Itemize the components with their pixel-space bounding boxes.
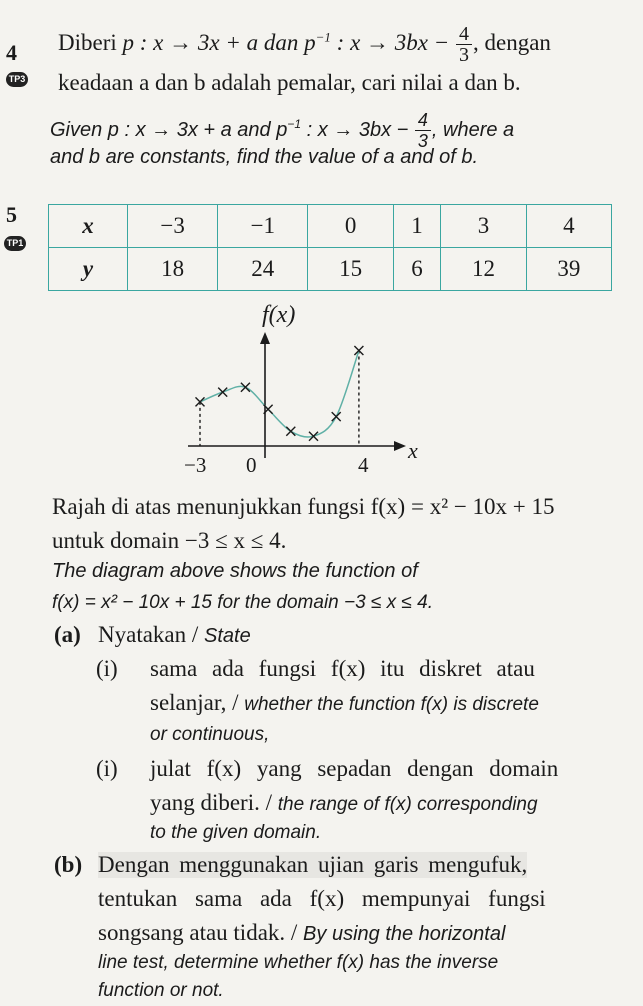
data-point-7: [354, 346, 363, 355]
part-ai-label: (i): [96, 656, 118, 681]
table-cell: 3: [441, 205, 526, 248]
part-a-malay: Nyatakan /: [98, 622, 205, 647]
function-graph: [170, 290, 430, 490]
part-b-line4: line test, determine whether f(x) has the inverse: [98, 952, 499, 973]
table-cell: 24: [218, 248, 308, 291]
part-a-label: (a): [54, 622, 81, 647]
part-aii-line2: [150, 790, 538, 816]
data-point-1: [218, 388, 227, 397]
part-aii-line3: to the given domain.: [150, 822, 322, 843]
part-b-eng: By using the horizontal: [303, 923, 506, 945]
graph-title: f(x): [262, 302, 296, 328]
table-cell: 0: [308, 205, 393, 248]
question-4-number: 4: [6, 40, 17, 65]
desc-malay-2: untuk domain −3 ≤ x ≤ 4.: [52, 528, 287, 553]
table-cell: 39: [526, 248, 611, 291]
q4-malay-inverse: −1: [315, 29, 331, 45]
table-cell: 1: [393, 205, 441, 248]
part-ai-line1: sama ada fungsi f(x) itu diskret atau: [150, 656, 535, 681]
part-aii-eng: the range of f(x) corresponding: [277, 794, 538, 815]
desc-malay-1: Rajah di atas menunjukkan fungsi f(x) = x² − 10x + 15: [52, 494, 555, 519]
x-axis-label: x: [408, 438, 418, 463]
part-ai-malay: selanjar, /: [150, 690, 245, 715]
question-5-number: 5: [6, 202, 17, 227]
q4-malay-line1: [58, 24, 551, 65]
table-cell: −3: [128, 205, 218, 248]
table-cell: 15: [308, 248, 393, 291]
data-point-4: [286, 427, 295, 436]
data-points: [196, 346, 364, 441]
part-ai-line3: or continuous,: [150, 724, 270, 745]
xy-table: [48, 204, 612, 291]
q4-eng-line1: [50, 110, 514, 151]
table-cell: −1: [218, 205, 308, 248]
tick-label-0: 0: [246, 453, 257, 477]
table-cell: 4: [526, 205, 611, 248]
part-a-eng: State: [204, 625, 251, 647]
desc-eng-1: The diagram above shows the function of: [52, 560, 418, 582]
data-point-6: [332, 412, 341, 421]
q4-eng-frac-den: 3: [417, 131, 428, 151]
tick-label-4: 4: [358, 453, 369, 477]
part-a-text: [98, 622, 251, 648]
part-ai-eng: whether the function f(x) is discrete: [244, 694, 539, 715]
q4-eng-frac-num: 4: [415, 110, 431, 131]
q4-eng-inverse: −1: [287, 117, 302, 132]
table-row-x: [49, 205, 612, 248]
q4-eng-mid: : x → 3bx −: [301, 118, 414, 141]
q4-eng-post: , where a: [431, 118, 515, 141]
part-b-line1: Dengan menggunakan ujian garis mengufuk,: [98, 852, 528, 877]
part-b-line2: tentukan sama ada f(x) mempunyai fungsi: [98, 886, 546, 911]
q4-eng-line2: and b are constants, find the value of a and of b.: [50, 146, 479, 168]
part-aii-malay: yang diberi. /: [150, 790, 278, 815]
q4-malay-p: p : x → 3x + a dan p: [122, 29, 316, 55]
tick-label-minus3: −3: [184, 453, 207, 477]
table-header-x: x: [49, 205, 128, 248]
table-row-y: [49, 248, 612, 291]
q4-eng-fraction: [415, 110, 431, 151]
q4-eng-pre: Given p : x → 3x + a and p: [50, 118, 288, 141]
desc-eng-2: f(x) = x² − 10x + 15 for the domain −3 ≤ x ≤ 4.: [52, 592, 433, 613]
q4-malay-line2: keadaan a dan b adalah pemalar, cari nilai a dan b.: [58, 70, 521, 95]
part-aii-line1: julat f(x) yang sepadan dengan domain: [150, 756, 559, 781]
q4-frac-den: 3: [459, 44, 470, 66]
q4-malay-mid: : x → 3bx −: [330, 29, 456, 55]
table-cell: 12: [441, 248, 526, 291]
tp3-badge: TP3: [6, 72, 28, 87]
table-cell: 18: [128, 248, 218, 291]
part-b-line5: function or not.: [98, 980, 224, 1001]
q4-malay-fraction: [456, 24, 472, 65]
part-aii-label: (i): [96, 756, 118, 781]
part-b-line3: [98, 920, 505, 946]
q4-malay-pre: Diberi: [58, 29, 123, 55]
data-point-0: [196, 397, 205, 406]
x-axis-arrow: [394, 441, 406, 451]
part-ai-line2: [150, 690, 539, 716]
table-header-y: y: [49, 248, 128, 291]
part-b-label: (b): [54, 852, 83, 877]
table-cell: 6: [393, 248, 441, 291]
part-b-malay: songsang atau tidak. /: [98, 920, 304, 945]
q4-frac-num: 4: [456, 24, 472, 45]
q4-malay-post: , dengan: [473, 29, 551, 55]
y-axis-arrow: [260, 332, 270, 344]
tp1-badge: TP1: [4, 236, 26, 251]
